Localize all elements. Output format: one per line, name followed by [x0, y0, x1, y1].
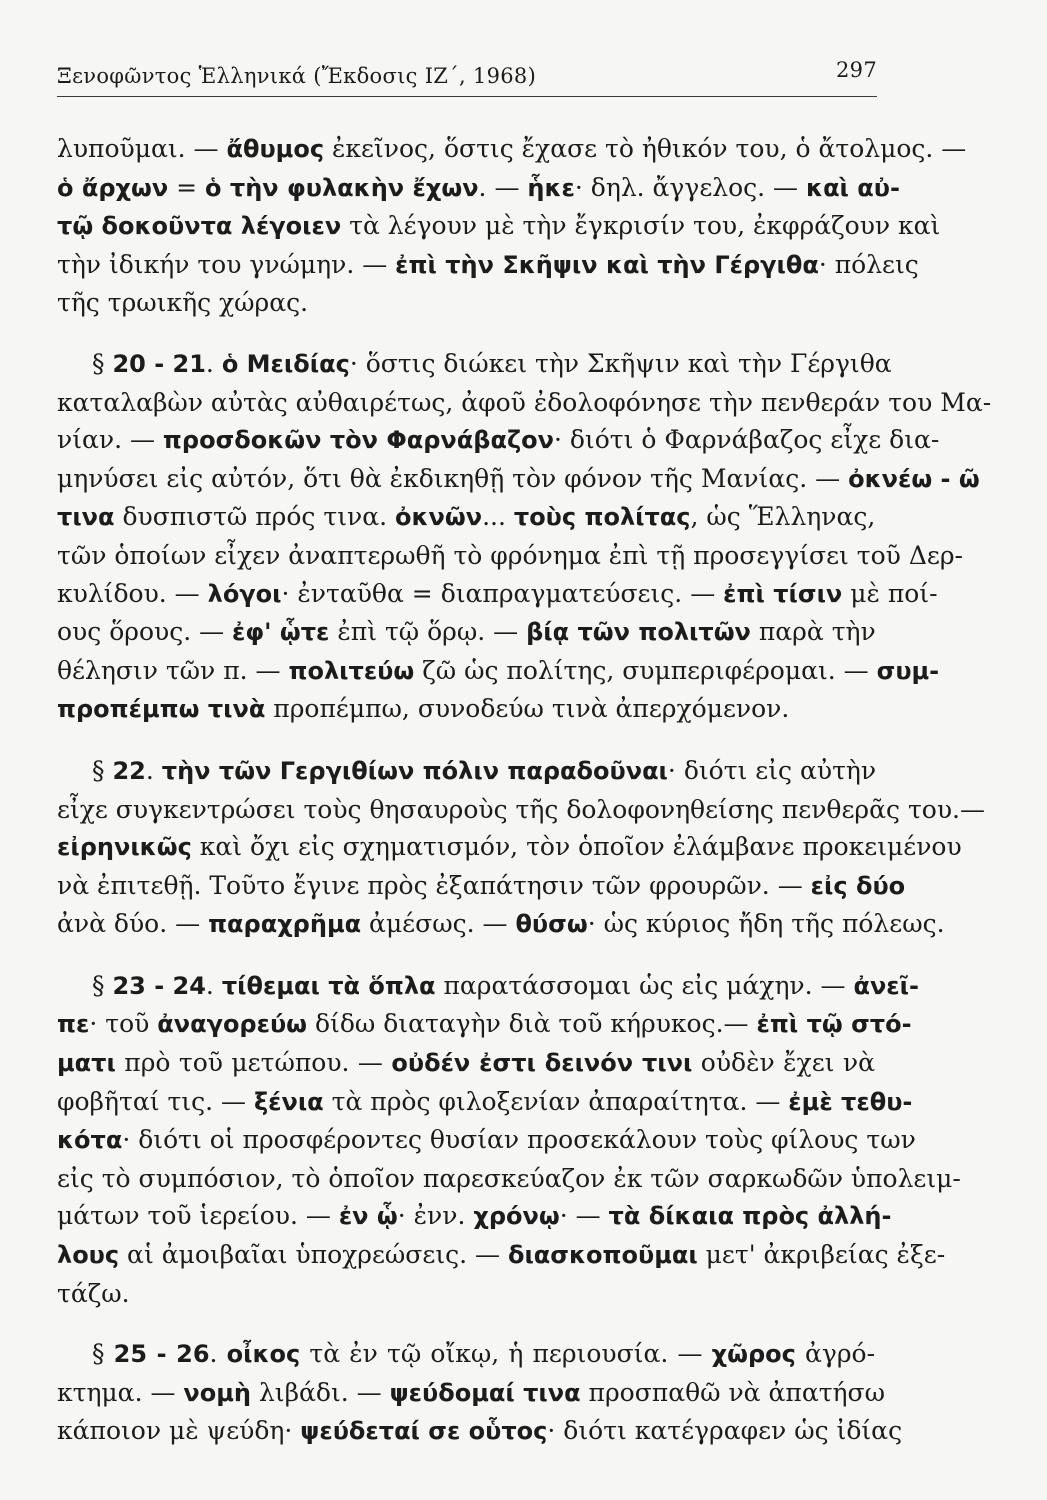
lemma: τῷ δοκοῦντα λέγοιεν: [57, 212, 342, 241]
commentary-text: [57, 130, 992, 1451]
lemma: ἧκε: [527, 173, 575, 202]
section-line: § 20 - 21. ὁ Μειδίας· ὅστις διώκει τὴν Σκῆψιν καὶ τὴν Γέργιθα: [92, 348, 892, 378]
book-title: Ξενοφῶντος Ἑλληνικά (Ἔκδοσις ΙΖ΄, 1968): [57, 64, 537, 88]
section-line: § 25 - 26. οἶκος τὰ ἐν τῷ οἴκῳ, ἡ περιουσία. — χῶρος ἀγρό-: [92, 1339, 876, 1369]
lemma: τοὺς πολίτας: [513, 503, 691, 532]
lemma: ἐμὲ τεθυ-: [788, 1087, 913, 1116]
text-line: νὰ ἐπιτεθῇ. Τοῦτο ἔγινε πρὸς ἐξαπάτησιν τῶν φρουρῶν. — εἰς δύο: [57, 870, 906, 900]
text-line: καταλαβὼν αὐτὰς αὐθαιρέτως, ἀφοῦ ἐδολοφόνησε τὴν πενθεράν του Μα-: [57, 387, 992, 417]
lemma: τὴν τῶν Γεργιθίων πόλιν παραδοῦναι: [161, 756, 668, 785]
lemma: ξένια: [253, 1087, 324, 1116]
running-header: [57, 58, 877, 98]
section-line: § 23 - 24. τίθεμαι τὰ ὅπλα παρατάσσομαι ὡς εἰς μάχην. — ἀνεῖ-: [92, 970, 919, 1000]
page-number: 297: [836, 58, 877, 82]
lemma: ἐπὶ τὴν Σκῆψιν καὶ τὴν Γέργιθα: [395, 250, 819, 279]
lemma: προπέμπω τινὰ: [57, 695, 266, 724]
lemma: κότα: [57, 1126, 123, 1155]
lemma: ὁ ἄρχων: [57, 173, 169, 202]
lemma: βίᾳ τῶν πολιτῶν: [526, 618, 751, 647]
text-line: πε· τοῦ ἀναγορεύω δίδω διαταγὴν διὰ τοῦ κήρυκος.— ἐπὶ τῷ στό-: [57, 1009, 912, 1039]
text-line: ἀνὰ δύο. — παραχρῆμα ἀμέσως. — θύσω· ὡς κύριος ἤδη τῆς πόλεως.: [57, 909, 945, 939]
text-line: προπέμπω τινὰ προπέμπω, συνοδεύω τινὰ ἀπερχόμενον.: [57, 694, 790, 724]
lemma: ὁ τὴν φυλακὴν ἔχων: [205, 173, 479, 202]
lemma: ἀνεῖ-: [853, 971, 919, 1000]
lemma: 23 - 24: [112, 971, 206, 1000]
lemma: ἄθυμος: [226, 135, 325, 163]
text-line: τῷ δοκοῦντα λέγοιεν τὰ λέγουν μὲ τὴν ἔγκρισίν του, ἐκφράζουν καὶ: [57, 211, 941, 241]
text-line: εἰρηνικῶς καὶ ὄχι εἰς σχηματισμόν, τὸν ὁποῖον ἐλάμβανε προκειμένου: [57, 832, 962, 862]
lemma: τινα: [57, 503, 115, 532]
lemma: νομὴ: [183, 1378, 251, 1407]
lemma: θύσω: [515, 910, 588, 939]
lemma: συμ-: [876, 656, 940, 685]
lemma: ὀκνῶν: [394, 503, 483, 532]
lemma: λόγοι: [207, 579, 282, 608]
text-line: τὴν ἰδικήν του γνώμην. — ἐπὶ τὴν Σκῆψιν καὶ τὴν Γέργιθα· πόλεις: [57, 249, 919, 279]
lemma: τίθεμαι τὰ ὅπλα: [221, 971, 436, 1000]
lemma: παραχρῆμα: [208, 910, 362, 939]
lemma: οἶκος: [226, 1340, 301, 1369]
lemma: ἐφ' ᾧτε: [232, 618, 330, 647]
lemma: 20 - 21: [112, 349, 206, 378]
text-line: φοβῆταί τις. — ξένια τὰ πρὸς φιλοξενίαν ἀπαραίτητα. — ἐμὲ τεθυ-: [57, 1086, 913, 1116]
lemma: ἐπὶ τίσιν: [723, 579, 843, 608]
text-line: κότα· διότι οἱ προσφέροντες θυσίαν προσεκάλουν τοὺς φίλους των: [57, 1125, 916, 1155]
lemma: ἐν ᾧ: [338, 1202, 398, 1231]
text-line: ματι πρὸ τοῦ μετώπου. — οὐδέν ἐστι δεινόν τινι οὐδὲν ἔχει νὰ: [57, 1048, 875, 1078]
lemma: οὐδέν ἐστι δεινόν τινι: [391, 1049, 693, 1078]
text-line: ους ὅρους. — ἐφ' ᾧτε ἐπὶ τῷ ὅρῳ. — βίᾳ τῶν πολιτῶν παρὰ τὴν: [57, 617, 876, 647]
lemma: εἰς δύο: [810, 871, 906, 900]
text-line: εἶχε συγκεντρώσει τοὺς θησαυροὺς τῆς δολοφονηθείσης πενθερᾶς του.—: [57, 794, 985, 824]
lemma: ματι: [57, 1049, 116, 1078]
lemma: ἀναγορεύω: [157, 1010, 308, 1039]
lemma: ψεύδεταί σε οὗτος: [300, 1417, 548, 1446]
text-line: νίαν. — προσδοκῶν τὸν Φαρνάβαζον· διότι ὁ Φαρνάβαζος εἶχε δια-: [57, 425, 940, 455]
text-line: μηνύσει εἰς αὐτόν, ὅτι θὰ ἐκδικηθῇ τὸν φόνον τῆς Μανίας. — ὀκνέω - ῶ: [57, 463, 980, 493]
text-line: λυποῦμαι. — ἄθυμος ἐκεῖνος, ὅστις ἔχασε τὸ ἠθικόν του, ὁ ἄτολμος. —: [57, 134, 967, 163]
lemma: 25 - 26: [113, 1340, 210, 1369]
lemma: πε: [57, 1010, 90, 1039]
text-line: θέλησιν τῶν π. — πολιτεύω ζῶ ὡς πολίτης, συμπεριφέρομαι. — συμ-: [57, 655, 940, 685]
lemma: εἰρηνικῶς: [57, 833, 192, 862]
text-line: λους αἱ ἀμοιβαῖαι ὑποχρεώσεις. — διασκοποῦμαι μετ' ἀκριβείας ἐξε-: [57, 1240, 946, 1270]
lemma: τὰ δίκαια πρὸς ἀλλή-: [608, 1202, 892, 1231]
lemma: χῶρος: [711, 1340, 796, 1369]
lemma: χρόνῳ: [473, 1202, 560, 1231]
lemma: 22: [112, 756, 146, 785]
lemma: ὁ Μειδίας: [221, 349, 350, 378]
text-line: τῆς τρωικῆς χώρας.: [57, 288, 309, 318]
text-line: τάζω.: [57, 1278, 130, 1308]
lemma: λους: [57, 1241, 120, 1270]
text-line: εἰς τὸ συμπόσιον, τὸ ὁποῖον παρεσκεύαζον ἐκ τῶν σαρκωδῶν ὑπολειμ-: [57, 1163, 961, 1193]
text-line: ὁ ἄρχων = ὁ τὴν φυλακὴν ἔχων. — ἧκε· δηλ. ἄγγελος. — καὶ αὐ-: [57, 172, 900, 202]
text-line: μάτων τοῦ ἱερείου. — ἐν ᾧ· ἐνν. χρόνῳ· — τὰ δίκαια πρὸς ἀλλή-: [57, 1201, 892, 1231]
text-line: κυλίδου. — λόγοι· ἐνταῦθα = διαπραγματεύσεις. — ἐπὶ τίσιν μὲ ποί-: [57, 578, 938, 608]
text-line: τῶν ὁποίων εἶχεν ἀναπτερωθῆ τὸ φρόνημα ἐπὶ τῇ προσεγγίσει τοῦ Δερ-: [57, 540, 963, 570]
lemma: ὀκνέω - ῶ: [848, 464, 980, 493]
text-line: τινα δυσπιστῶ πρός τινα. ὀκνῶν... τοὺς πολίτας, ὡς Ἕλληνας,: [57, 502, 876, 532]
lemma: πολιτεύω: [288, 656, 415, 685]
section-line: § 22. τὴν τῶν Γεργιθίων πόλιν παραδοῦναι· διότι εἰς αὐτὴν: [92, 755, 877, 785]
text-line: κτημα. — νομὴ λιβάδι. — ψεύδομαί τινα προσπαθῶ νὰ ἀπατήσω: [57, 1377, 885, 1407]
lemma: καὶ αὐ-: [806, 173, 900, 202]
lemma: διασκοποῦμαι: [507, 1241, 698, 1270]
text-line: κάποιον μὲ ψεύδη· ψεύδεταί σε οὗτος· διότι κατέγραφεν ὡς ἰδίας: [57, 1416, 903, 1446]
lemma: προσδοκῶν τὸν Φαρνάβαζον: [162, 426, 554, 455]
lemma: ἐπὶ τῷ στό-: [756, 1010, 912, 1039]
header-rule: [57, 96, 877, 97]
lemma: ψεύδομαί τινα: [389, 1378, 581, 1407]
